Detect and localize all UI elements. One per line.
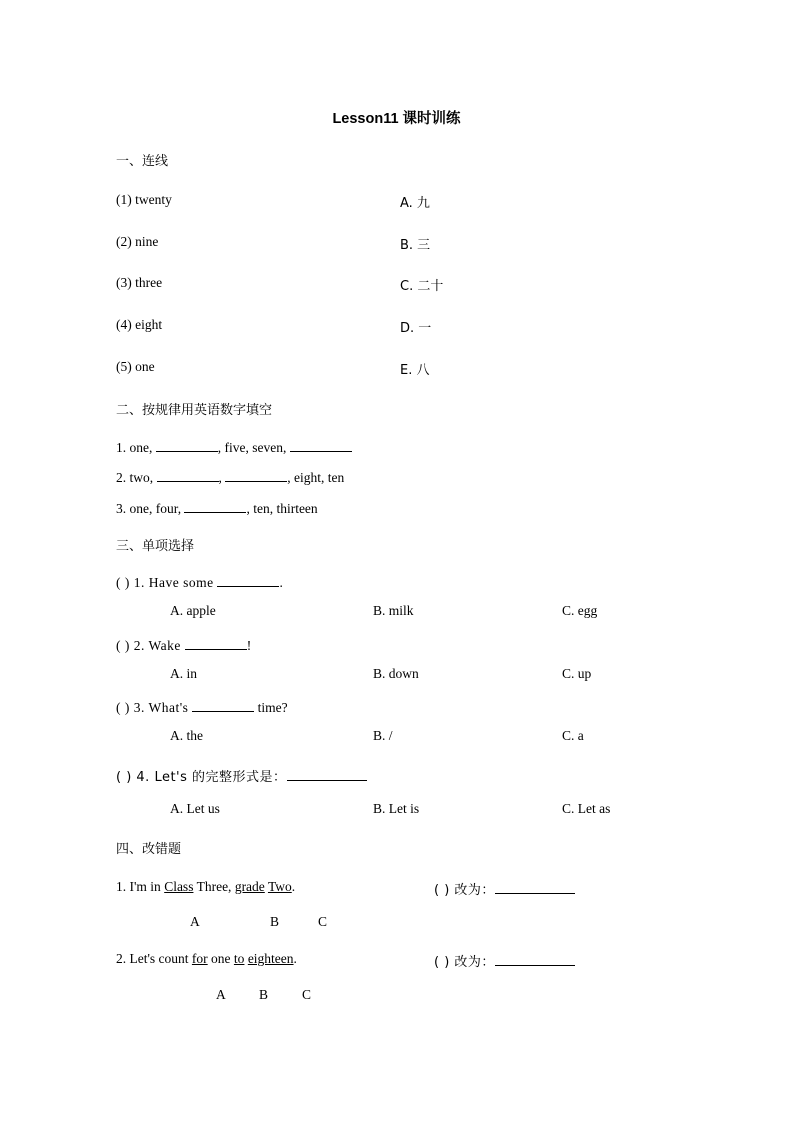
choice-4-option-c[interactable]: C. Let as xyxy=(562,801,611,816)
choice-2-stem-pre: ( ) 2. Wake xyxy=(116,637,185,653)
fill-item-1-pre: 1. one, xyxy=(116,439,156,455)
match-left-item-1: (1) twenty xyxy=(116,192,172,207)
match-left-item-3: (3) three xyxy=(116,275,163,290)
correction-item-1-answer xyxy=(434,879,575,898)
correction-1-answer-label: ( ) 改为： xyxy=(434,883,495,898)
correction-1-part-6: Two xyxy=(267,879,292,894)
match-right-item-2: B. 三 xyxy=(400,238,431,253)
fill-item-1 xyxy=(116,438,352,456)
choice-3-option-a[interactable]: A. the xyxy=(170,728,203,743)
choice-3-stem-post: time? xyxy=(254,699,288,715)
match-right-item-5: E. 八 xyxy=(400,363,430,378)
correction-1-part-3: Three, xyxy=(193,879,235,894)
fill-item-2-blank-1[interactable] xyxy=(157,468,219,482)
choice-4-option-b[interactable]: B. Let is xyxy=(373,801,420,816)
fill-item-3 xyxy=(116,499,318,517)
choice-1-stem-pre: ( ) 1. Have some xyxy=(116,574,218,590)
match-right-item-1: A. 九 xyxy=(400,196,430,211)
correction-1-answer-blank[interactable] xyxy=(495,881,575,894)
fill-item-3-pre: 3. one, four, xyxy=(116,500,185,516)
choice-3-option-c[interactable]: C. a xyxy=(562,728,584,743)
choice-3-stem-pre: ( ) 3. What's xyxy=(116,699,193,715)
correction-item-2-sentence xyxy=(116,951,297,967)
correction-item-1-markers xyxy=(190,914,327,930)
choice-4-option-a[interactable]: A. Let us xyxy=(170,801,220,816)
section-heading-3: 三、单项选择 xyxy=(116,539,195,554)
choice-2-option-b[interactable]: B. down xyxy=(373,666,419,681)
correction-2-answer-label: ( ) 改为： xyxy=(434,955,495,970)
choice-1-stem-post: . xyxy=(279,574,283,590)
correction-item-1-sentence xyxy=(116,879,295,895)
correction-item-2-answer xyxy=(434,951,575,970)
correction-2-part-1: 2. Let's count xyxy=(116,951,192,966)
choice-question-3-stem xyxy=(116,698,288,716)
fill-item-2-blank-2[interactable] xyxy=(225,468,287,482)
correction-1-marker-c: C xyxy=(318,914,328,929)
fill-item-1-mid: , five, seven, xyxy=(217,439,290,455)
fill-item-2-pre: 2. two, xyxy=(116,469,157,485)
correction-1-part-2: Class xyxy=(164,879,194,894)
match-left-item-4: (4) eight xyxy=(116,317,163,332)
fill-item-3-mid: , ten, thirteen xyxy=(246,500,318,516)
match-left-item-2: (2) nine xyxy=(116,234,159,249)
choice-question-4-stem xyxy=(116,766,367,785)
choice-3-option-b[interactable]: B. / xyxy=(373,728,393,743)
section-heading-2: 二、按规律用英语数字填空 xyxy=(116,403,273,418)
section-heading-1: 一、连线 xyxy=(116,154,169,169)
correction-2-part-4: to xyxy=(233,951,245,966)
section-heading-4: 四、改错题 xyxy=(116,842,182,857)
choice-2-option-c[interactable]: C. up xyxy=(562,666,592,681)
match-right-item-4: D. 一 xyxy=(400,321,432,336)
choice-3-blank[interactable] xyxy=(192,698,254,712)
fill-item-1-blank-1[interactable] xyxy=(156,438,218,452)
fill-item-2-post: , eight, ten xyxy=(287,469,345,485)
choice-1-option-b[interactable]: B. milk xyxy=(373,603,414,618)
correction-2-marker-c: C xyxy=(302,987,312,1002)
choice-2-stem-post: ! xyxy=(246,637,252,653)
fill-item-2-mid: , xyxy=(218,469,226,485)
choice-1-blank[interactable] xyxy=(217,573,279,587)
correction-2-part-3: one xyxy=(207,951,234,966)
correction-2-answer-blank[interactable] xyxy=(495,953,575,966)
correction-2-marker-a: A xyxy=(216,987,226,1002)
correction-item-2-markers xyxy=(216,987,311,1003)
choice-2-blank[interactable] xyxy=(185,636,247,650)
correction-1-marker-b: B xyxy=(270,914,280,929)
choice-4-stem-pre: ( ) 4. Let's 的完整形式是： xyxy=(116,770,287,785)
correction-2-marker-b: B xyxy=(259,987,269,1002)
choice-1-option-a[interactable]: A. apple xyxy=(170,603,216,618)
correction-1-part-4: grade xyxy=(234,879,265,894)
correction-1-part-7: . xyxy=(291,879,296,894)
choice-1-option-c[interactable]: C. egg xyxy=(562,603,598,618)
correction-2-part-6: eighteen xyxy=(247,951,294,966)
choice-2-option-a[interactable]: A. in xyxy=(170,666,197,681)
page-title: Lesson11 课时训练 xyxy=(332,111,461,127)
choice-question-1-stem xyxy=(116,573,283,591)
match-right-item-3: C. 二十 xyxy=(400,279,444,294)
correction-2-part-7: . xyxy=(293,951,297,966)
correction-1-marker-a: A xyxy=(190,914,200,929)
correction-1-part-1: 1. I'm in xyxy=(116,879,165,894)
fill-item-3-blank-1[interactable] xyxy=(184,499,246,513)
fill-item-1-blank-2[interactable] xyxy=(290,438,352,452)
correction-2-part-2: for xyxy=(191,951,208,966)
fill-item-2 xyxy=(116,468,344,486)
match-left-item-5: (5) one xyxy=(116,359,155,374)
choice-4-blank[interactable] xyxy=(287,768,367,781)
choice-question-2-stem xyxy=(116,636,251,654)
